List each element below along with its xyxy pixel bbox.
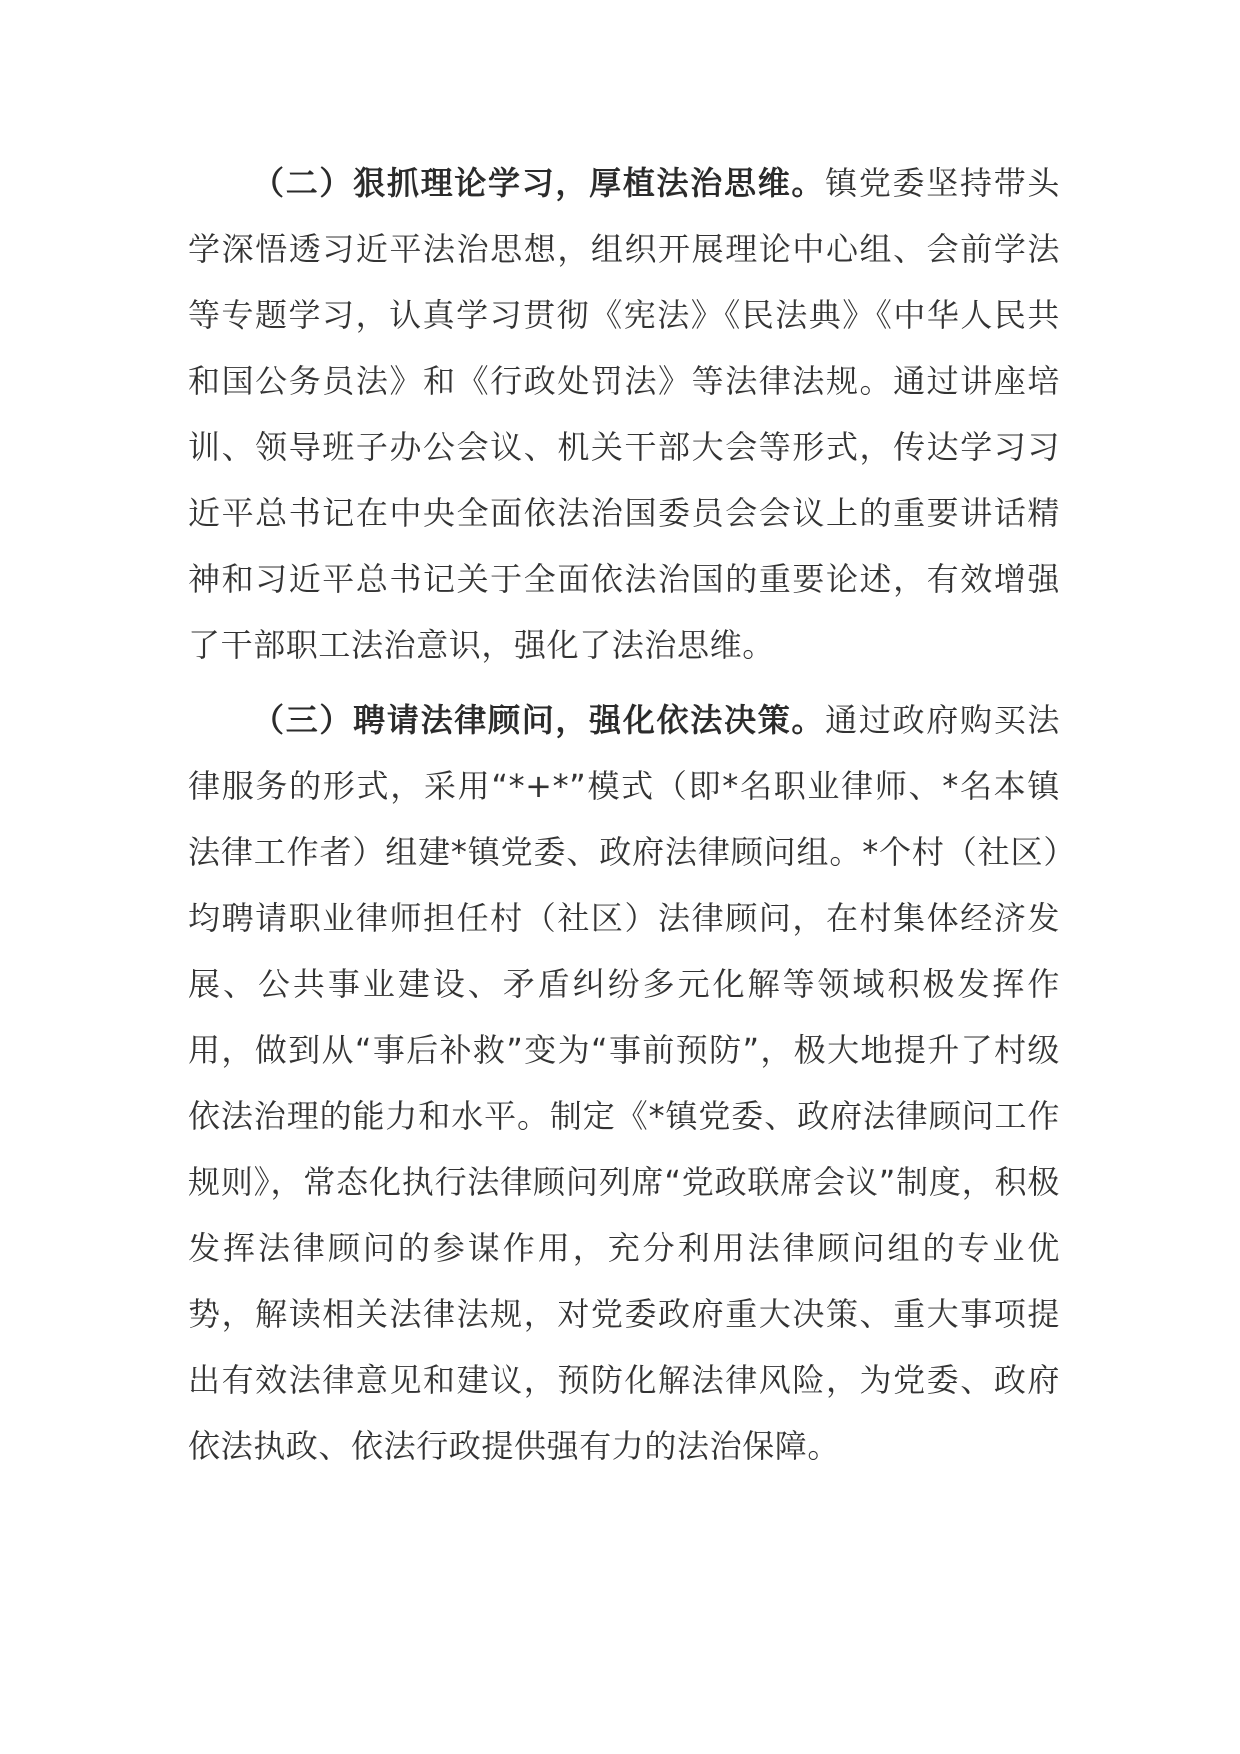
paragraph-heading: （二）狠抓理论学习，厚植法治思维。 xyxy=(252,164,826,202)
paragraph-text: 通过政府购买法律服务的形式，采用“*+*”模式（即*名职业律师、*名本镇法律工作者）组建*镇党委、政府法律顾问组。*个村（社区）均聘请职业律师担任村（社区）法律顾问，在村集体经济发展、公共事业建设、矛盾纠纷多元化解等领域积极发挥作用，做到从“事后补救”变为“事前预防”，极大地提升了村级依法治理的能力和水平。制定《*镇党委、政府法律顾问工作规则》，常态化执行法律顾问列席“党政联席会议”制度，积极发挥法律顾问的参谋作用，充分利用法律顾问组的专业优势，解读相关法律法规，对党委政府重大决策、重大事项提出有效法律意见和建议，预防化解法律风险，为党委、政府依法执政、依法行政提供强有力的法治保障。 xyxy=(188,701,1061,1465)
paragraph-text: 镇党委坚持带头学深悟透习近平法治思想，组织开展理论中心组、会前学法等专题学习，认真学习贯彻《宪法》《民法典》《中华人民共和国公务员法》和《行政处罚法》等法律法规。通过讲座培训、领导班子办公会议、机关干部大会等形式，传达学习习近平总书记在中央全面依法治国委员会会议上的重要讲话精神和习近平总书记关于全面依法治国的重要论述，有效增强了干部职工法治意识，强化了法治思维。 xyxy=(188,164,1061,664)
paragraph-2 xyxy=(188,150,1060,678)
paragraph-heading: （三）聘请法律顾问，强化依法决策。 xyxy=(252,701,826,739)
document-body xyxy=(188,150,1060,1488)
paragraph-3 xyxy=(188,687,1060,1479)
